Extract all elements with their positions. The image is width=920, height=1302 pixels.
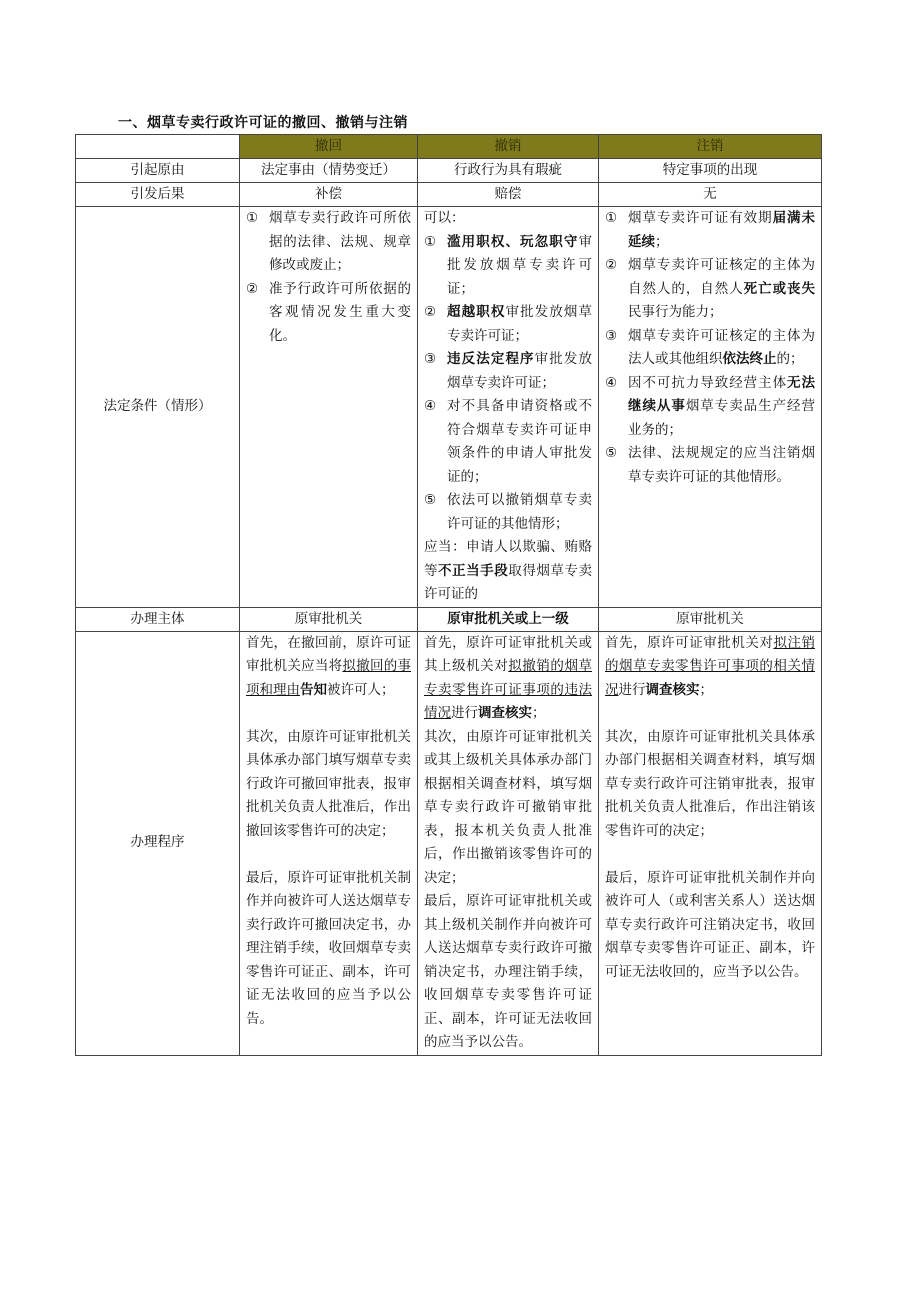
text-run: 首先，在撤回前，原许可证审批机关应当将 (246, 634, 411, 674)
text-run: 烟草专卖行政许可所依据的法律、法规、规章修改或废止； (269, 210, 411, 273)
list-item-number: ④ (424, 398, 437, 414)
text-run: 准予行政许可所依据的客观情况发生重大变化。 (269, 280, 411, 344)
comparison-table (75, 134, 822, 1056)
conditions-revoke-list (424, 231, 592, 537)
procedure-step (605, 632, 815, 703)
list-item-number: ⑤ (424, 492, 437, 508)
bold-phrase: 不正当手段 (438, 562, 509, 579)
list-item (605, 442, 815, 489)
list-item (424, 489, 592, 536)
list-item-text (628, 325, 815, 372)
underlined-phrase: 拟注销的烟草专卖零售许可事项的相关情况 (605, 634, 816, 698)
text-run: 最后，原许可证审批机关或其上级机关制作并向被许可人送达烟草专卖行政许可撤销决定书，办理注销手续，收回烟草专卖零售许可证正、副本，许可证无法收回的应当予以公告。 (424, 893, 592, 1050)
row-conditions (76, 207, 822, 608)
column-header-revoke: 撤销 (418, 135, 599, 159)
text-run: 烟草专卖品生产经营业务的； (628, 398, 816, 438)
procedure-step (424, 726, 592, 891)
list-item (605, 254, 815, 325)
conditions-revoke-intro: 可以： (424, 210, 465, 226)
conditions-revoke-must (424, 536, 592, 607)
text-run: 最后，原许可证审批机关制作并向被许可人（或利害关系人）送达烟草专卖行政许可注销决定书，收回烟草专卖零售许可证正、副本，许可证无法收回的，应当予以公告。 (605, 869, 815, 980)
row-authority (76, 607, 822, 631)
list-item-text (628, 442, 815, 489)
underlined-phrase: 拟撤回的事项和理由 (246, 658, 412, 698)
page-title: 一、烟草专卖行政许可证的撤回、撤销与注销 (118, 115, 408, 131)
text-run: 依法可以撤销烟草专卖许可证的其他情形； (447, 492, 592, 532)
text-run: 烟草专卖许可证核定的主体为法人或其他组织 (628, 327, 815, 367)
list-item (424, 395, 592, 489)
bold-phrase: 调查核实 (478, 705, 532, 721)
list-item-number: ③ (605, 327, 618, 344)
procedure-step (605, 726, 815, 844)
row-consequence (76, 183, 822, 207)
bold-phrase: 依法终止 (722, 351, 777, 367)
text-run: 审批发放烟草专卖许可证； (447, 304, 593, 344)
list-item-text (447, 489, 592, 536)
list-item (246, 278, 411, 349)
underlined-phrase: 拟撤销的烟草专卖零售许可证事项的违法情况 (424, 658, 593, 721)
text-run: 烟草专卖许可证有效期 (628, 210, 773, 226)
text-run: ； (699, 681, 713, 698)
row-label-authority: 办理主体 (76, 607, 240, 631)
text-run: 因不可抗力导致经营主体 (628, 374, 788, 391)
procedure-cancel (599, 631, 822, 1055)
must-label: 应当： (424, 539, 467, 555)
column-header-revoke-back: 撤回 (240, 135, 418, 159)
list-item-number: ② (605, 257, 618, 273)
procedure-revoke-back (240, 631, 418, 1055)
conditions-revoke (418, 207, 599, 608)
bold-phrase: 无法继续从事 (628, 374, 816, 414)
bold-phrase: 滥用职权、玩忽职守 (447, 233, 579, 250)
text-run: 民事行为能力； (628, 304, 723, 320)
row-label-consequence: 引发后果 (76, 183, 240, 207)
list-item-text (628, 207, 815, 254)
list-item (424, 231, 592, 302)
authority-revoke-back: 原审批机关 (240, 607, 418, 631)
header-blank-cell (76, 135, 240, 159)
list-item-number: ④ (605, 374, 618, 391)
text-run: 被许可人； (327, 681, 395, 698)
row-label-conditions: 法定条件（情形） (76, 207, 240, 608)
row-label-cause: 引起原由 (76, 159, 240, 183)
list-item-text (628, 254, 815, 325)
list-item-text (447, 395, 592, 489)
procedure-step (246, 632, 411, 703)
bold-phrase: 违反法定程序 (447, 351, 535, 367)
list-item-number: ② (424, 304, 437, 320)
authority-cancel: 原审批机关 (599, 607, 822, 631)
bold-phrase: 届满未延续 (628, 210, 816, 250)
text-run: 首先，原许可证审批机关或其上级机关对 (424, 634, 592, 674)
column-header-cancel: 注销 (599, 135, 822, 159)
list-item (424, 348, 592, 395)
procedure-step (605, 867, 815, 985)
bold-phrase: 告知 (300, 681, 327, 698)
text-run: 进行 (451, 705, 478, 721)
row-cause (76, 159, 822, 183)
text-run: ； (655, 233, 669, 250)
text-run: 首先，原许可证审批机关对 (605, 634, 774, 651)
list-item (424, 301, 592, 348)
bold-phrase: 调查核实 (645, 681, 700, 698)
list-item-text (628, 372, 815, 443)
text-run: 审批发放烟草专卖许可证； (447, 233, 592, 297)
text-run: 最后，原许可证审批机关制作并向被许可人送达烟草专卖行政许可撤回决定书，办理注销手续，收回烟草专卖零售许可证正、副本，许可证无法收回的应当予以公告。 (246, 869, 411, 1027)
list-item-text (269, 278, 411, 349)
consequence-revoke: 赔偿 (418, 183, 599, 207)
list-item (605, 372, 815, 443)
conditions-cancel (599, 207, 822, 608)
consequence-cancel: 无 (599, 183, 822, 207)
row-label-procedure: 办理程序 (76, 631, 240, 1055)
list-item-number: ① (605, 210, 618, 226)
list-item-text (269, 207, 411, 278)
text-run: 其次，由原许可证审批机关具体承办部门填写烟草专卖行政许可撤回审批表，报审批机关负责人批准后，作出撤回该零售许可的决定； (246, 728, 411, 839)
list-item-number: ① (246, 210, 259, 226)
procedure-revoke (418, 631, 599, 1055)
text-run: 审批发放烟草专卖许可证； (447, 351, 593, 391)
list-item-number: ⑤ (605, 445, 618, 461)
list-item-text (447, 348, 592, 395)
list-item-number: ① (424, 233, 437, 250)
row-procedure (76, 631, 822, 1055)
cause-cancel: 特定事项的出现 (599, 159, 822, 183)
list-item-text (447, 301, 592, 348)
text-run: 法律、法规规定的应当注销烟草专卖许可证的其他情形。 (628, 445, 815, 485)
text-run: 取得烟草专卖许可证的 (424, 562, 593, 602)
list-item (605, 207, 815, 254)
text-run: 进行 (618, 681, 646, 698)
text-run: 的； (776, 351, 804, 367)
cause-revoke-back: 法定事由（情势变迁） (240, 159, 418, 183)
procedure-step (246, 867, 411, 1032)
bold-phrase: 死亡或丧失 (743, 280, 816, 297)
text-run: 申请人以欺骗、贿赂等 (424, 539, 593, 579)
procedure-step (424, 632, 592, 726)
conditions-revoke-back (240, 207, 418, 608)
list-item (246, 207, 411, 278)
authority-revoke: 原审批机关或上一级 (418, 607, 599, 631)
procedure-step (424, 890, 592, 1055)
procedure-step (246, 726, 411, 844)
text-run: 其次，由原许可证审批机关具体承办部门根据相关调查材料，填写烟草专卖行政许可注销审批表，报审批机关负责人批准后，作出注销该零售许可的决定； (605, 728, 815, 839)
cause-revoke: 行政行为具有瑕疵 (418, 159, 599, 183)
bold-phrase: 超越职权 (447, 304, 506, 320)
text-run: 对不具备申请资格或不符合烟草专卖许可证申领条件的申请人审批发证的； (447, 398, 592, 485)
text-run: 其次，由原许可证审批机关或其上级机关具体承办部门根据相关调查材料，填写烟草专卖行政许可撤销审批表，报本机关负责人批准后，作出撤销该零售许可的决定； (424, 728, 592, 886)
header-row (76, 135, 822, 159)
list-item-text (447, 231, 592, 302)
list-item-number: ③ (424, 351, 437, 367)
list-item (605, 325, 815, 372)
text-run: ； (532, 705, 546, 721)
list-item-number: ② (246, 280, 259, 297)
consequence-revoke-back: 补偿 (240, 183, 418, 207)
text-run: 烟草专卖许可证核定的主体为自然人的，自然人 (628, 257, 815, 297)
